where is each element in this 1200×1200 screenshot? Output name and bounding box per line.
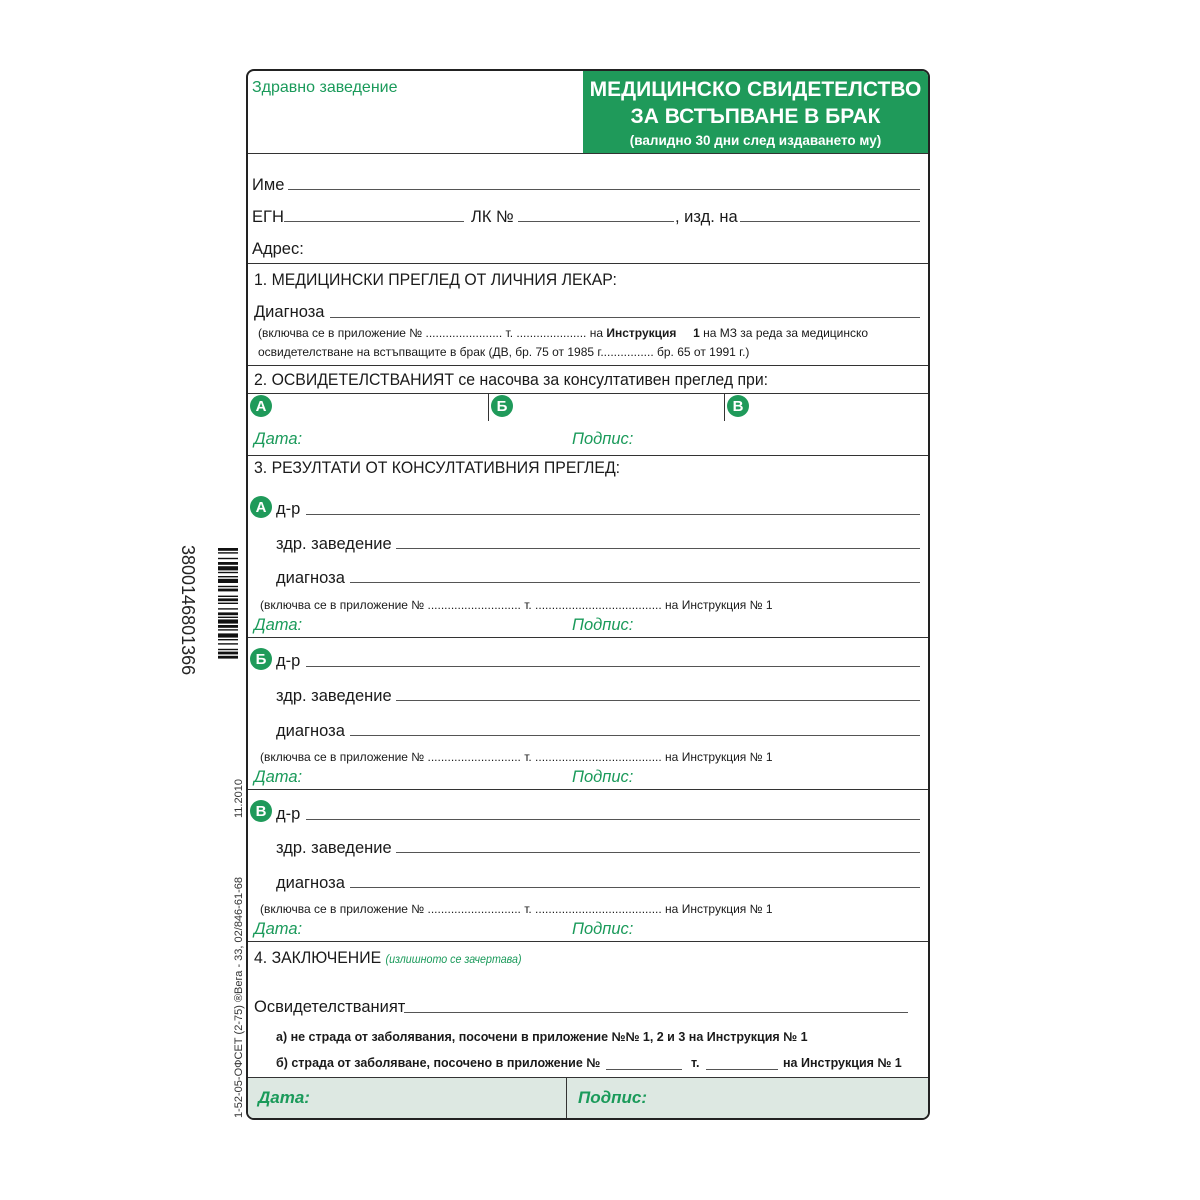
option-b-annex-field[interactable]: [606, 1069, 682, 1070]
column-divider: [488, 393, 489, 421]
divider: [248, 153, 928, 154]
result-a-doctor-label: д-р: [276, 500, 301, 518]
result-badge-b: Б: [250, 648, 272, 670]
result-v-date-label: Дата:: [254, 920, 303, 938]
result-a-diagnosis-field[interactable]: [350, 582, 920, 583]
conclusion-option-a[interactable]: а) не страда от заболявания, посочени в приложение №№ 1, 2 и 3 на Инструкция № 1: [276, 1030, 808, 1044]
institution-label: Здравно заведение: [252, 79, 398, 96]
result-a-doctor-field[interactable]: [306, 514, 920, 515]
section-1-note-line-1: (включва се в приложение № ....................... т. ..................... на Инструкция 1 на МЗ за реда за медицинско: [258, 326, 869, 340]
section-1-diagnosis-label: Диагноза: [254, 303, 325, 321]
result-v-signature-label: Подпис:: [572, 920, 634, 938]
result-b-doctor-field[interactable]: [306, 666, 920, 667]
title-line-1: МЕДИЦИНСКО СВИДЕТЕЛСТВО: [589, 78, 922, 101]
address-label: Адрес:: [252, 240, 304, 258]
divider: [248, 365, 928, 366]
option-b-item-label: т.: [691, 1056, 700, 1070]
result-v-doctor-label: д-р: [276, 805, 301, 823]
edition-date: 11.2010: [233, 779, 245, 818]
section-3-title: 3. РЕЗУЛТАТИ ОТ КОНСУЛТАТИВНИЯ ПРЕГЛЕД:: [254, 458, 621, 477]
divider: [248, 941, 928, 942]
examined-field[interactable]: [404, 1012, 908, 1013]
divider: [248, 789, 928, 790]
result-badge-a: А: [250, 496, 272, 518]
section-2-date-label: Дата:: [254, 430, 303, 448]
result-b-signature-label: Подпис:: [572, 768, 634, 786]
referral-badge-v: В: [727, 395, 749, 417]
result-b-doctor-label: д-р: [276, 652, 301, 670]
divider: [248, 263, 928, 264]
section-1-title: 1. МЕДИЦИНСКИ ПРЕГЛЕД ОТ ЛИЧНИЯ ЛЕКАР:: [254, 270, 617, 289]
footer-signature-band: [248, 1077, 928, 1118]
id-card-field[interactable]: [518, 221, 674, 222]
examined-label: Освидетелстваният: [254, 998, 406, 1016]
print-code: 1-52-05-ОФСЕТ (2-75) ®Вега - 33, 02/846-61-68: [233, 877, 245, 1118]
column-divider: [724, 393, 725, 421]
id-card-label: ЛК №: [471, 208, 514, 226]
result-a-date-label: Дата:: [254, 616, 303, 634]
name-label: Име: [252, 176, 285, 194]
option-b-instruction-label: на Инструкция № 1: [783, 1056, 902, 1070]
title-line-2: ЗА ВСТЪПВАНЕ В БРАК: [630, 105, 881, 128]
result-v-facility-field[interactable]: [396, 852, 920, 853]
name-field[interactable]: [288, 189, 920, 190]
title-banner: [583, 71, 928, 153]
conclusion-option-b[interactable]: б) страда от заболяване, посочено в приложение №: [276, 1056, 601, 1070]
medical-certificate-form: [246, 69, 930, 1120]
result-v-doctor-field[interactable]: [306, 819, 920, 820]
result-a-facility-field[interactable]: [396, 548, 920, 549]
result-b-facility-field[interactable]: [396, 700, 920, 701]
result-a-signature-label: Подпис:: [572, 616, 634, 634]
divider: [248, 637, 928, 638]
section-4-title: 4. ЗАКЛЮЧЕНИЕ (излишното се зачертава): [254, 948, 522, 967]
referral-badge-a: А: [250, 395, 272, 417]
section-2-title: 2. ОСВИДЕТЕЛСТВАНИЯТ се насочва за консултативен преглед при:: [254, 370, 769, 389]
result-badge-v: В: [250, 800, 272, 822]
result-a-diagnosis-label: диагноза: [276, 569, 345, 587]
result-b-facility-label: здр. заведение: [276, 687, 392, 705]
referral-badge-b: Б: [491, 395, 513, 417]
result-b-date-label: Дата:: [254, 768, 303, 786]
option-b-item-field[interactable]: [706, 1069, 778, 1070]
result-v-diagnosis-field[interactable]: [350, 887, 920, 888]
result-b-note: (включва се в приложение № ............................ т. ...................................... на Инструкция № 1: [260, 750, 773, 764]
section-1-diagnosis-field[interactable]: [330, 317, 920, 318]
section-4-title-note: (излишното се зачертава): [385, 954, 522, 966]
result-a-note: (включва се в приложение № ............................ т. ...................................... на Инструкция № 1: [260, 598, 773, 612]
egn-label: ЕГН: [252, 208, 284, 226]
section-2-signature-label: Подпис:: [572, 430, 634, 448]
divider: [248, 393, 928, 394]
result-a-facility-label: здр. заведение: [276, 535, 392, 553]
validity-note: (валидно 30 дни след издаването му): [629, 133, 882, 148]
barcode-digits: 3800146801366: [178, 545, 198, 676]
issued-on-field[interactable]: [740, 221, 920, 222]
result-b-diagnosis-field[interactable]: [350, 735, 920, 736]
result-b-diagnosis-label: диагноза: [276, 722, 345, 740]
barcode: [218, 548, 238, 746]
issued-on-label: , изд. на: [675, 208, 738, 226]
footer-signature-label: Подпис:: [578, 1088, 648, 1107]
result-v-diagnosis-label: диагноза: [276, 874, 345, 892]
divider: [248, 455, 928, 456]
section-1-note-line-2: освидетелстване на встъпващите в брак (ДВ, бр. 75 от 1985 г................ бр. 65 от 1991 г.): [258, 345, 750, 359]
footer-date-label: Дата:: [258, 1088, 310, 1107]
result-v-note: (включва се в приложение № ............................ т. ...................................... на Инструкция № 1: [260, 902, 773, 916]
result-v-facility-label: здр. заведение: [276, 839, 392, 857]
egn-field[interactable]: [284, 221, 464, 222]
column-divider: [566, 1078, 567, 1118]
